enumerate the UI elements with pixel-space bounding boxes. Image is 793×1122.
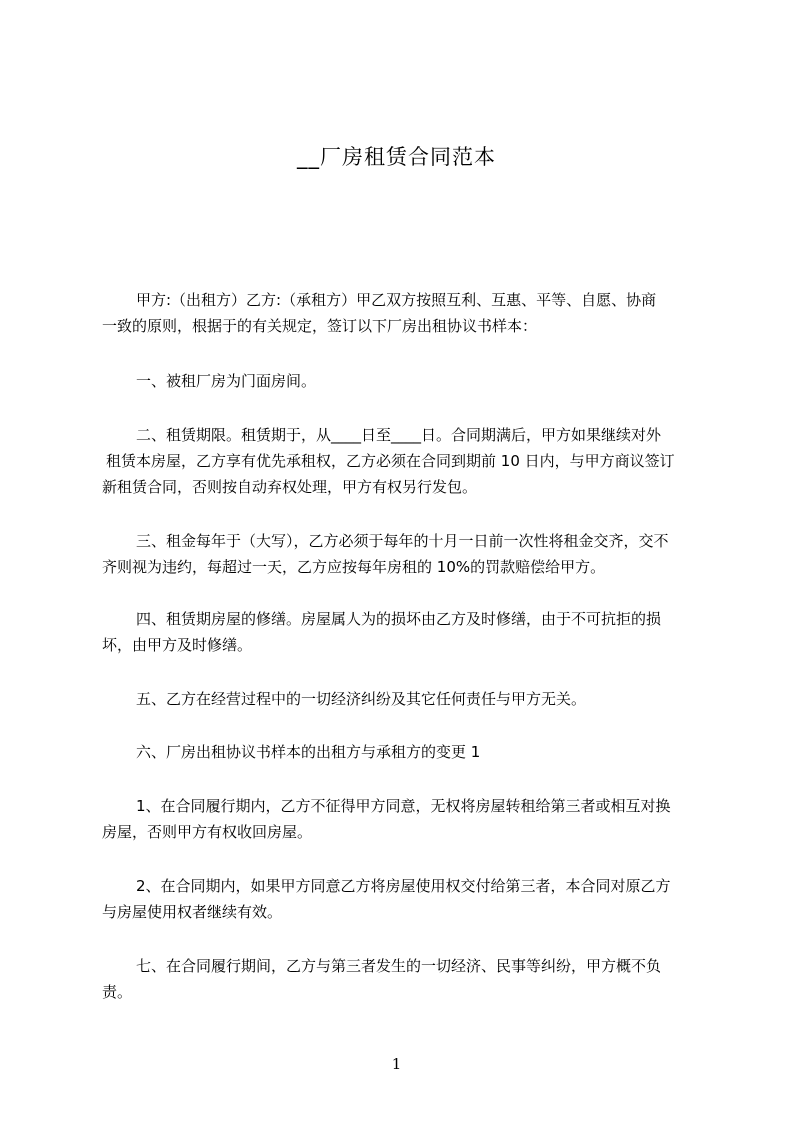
- paragraph-line: 与房屋使用权者继续有效。: [102, 903, 283, 921]
- paragraph-line: 责。: [102, 983, 133, 1001]
- paragraph-line: 2、在合同期内，如果甲方同意乙方将房屋使用权交付给第三者，本合同对原乙方: [136, 877, 671, 895]
- paragraph-line: 新租赁合同，否则按自动弃权处理，甲方有权另行发包。: [102, 478, 478, 496]
- paragraph-parties: [102, 287, 712, 339]
- paragraph-line: 1、在合同履行期内，乙方不征得甲方同意，无权将房屋转租给第三者或相互对换: [136, 797, 671, 815]
- page-number: 1: [391, 1055, 402, 1073]
- paragraph-clause-2: [102, 422, 712, 500]
- paragraph-line: 五、乙方在经营过程中的一切经济纠纷及其它任何责任与甲方无关。: [136, 690, 587, 708]
- document-title: __厂房租赁合同范本: [297, 145, 496, 169]
- paragraph-line: 七、在合同履行期间，乙方与第三者发生的一切经济、民事等纠纷，甲方概不负: [136, 957, 662, 975]
- paragraph-clause-1: [102, 368, 712, 394]
- paragraph-line: 坏，由甲方及时修缮。: [102, 636, 253, 654]
- paragraph-clause-5: [102, 686, 712, 712]
- paragraph-clause-6-1: [102, 793, 712, 845]
- paragraph-line: 四、租赁期房屋的修缮。房屋属人为的损坏由乙方及时修缮，由于不可抗拒的损: [136, 610, 662, 628]
- paragraph-line: 房屋，否则甲方有权收回房屋。: [102, 823, 313, 841]
- paragraph-line: 六、厂房出租协议书样本的出租方与承租方的变更 1: [136, 743, 481, 761]
- paragraph-line: 二、租赁期限。租赁期于，从____日至____日。合同期满后，甲方如果继续对外: [136, 426, 662, 444]
- paragraph-line: 甲方:（出租方）乙方:（承租方）甲乙双方按照互利、互惠、平等、自愿、协商: [136, 291, 657, 309]
- paragraph-line: 租赁本房屋，乙方享有优先承租权，乙方必须在合同到期前 10 日内，与甲方商议签订: [106, 452, 675, 470]
- paragraph-clause-7: [102, 953, 712, 1005]
- paragraph-line: 一致的原则，根据于的有关规定，签订以下厂房出租协议书样本：: [102, 317, 538, 335]
- paragraph-clause-4: [102, 606, 712, 658]
- paragraph-clause-3: [102, 528, 712, 580]
- paragraph-line: 一、被租厂房为门面房间。: [136, 372, 317, 390]
- paragraph-clause-6-2: [102, 873, 712, 925]
- paragraph-line: 三、租金每年于（大写），乙方必须于每年的十月一日前一次性将租金交齐，交不: [136, 532, 669, 550]
- paragraph-line: 齐则视为违约，每超过一天，乙方应按每年房租的 10%的罚款赔偿给甲方。: [102, 558, 606, 576]
- paragraph-clause-6: [102, 739, 712, 765]
